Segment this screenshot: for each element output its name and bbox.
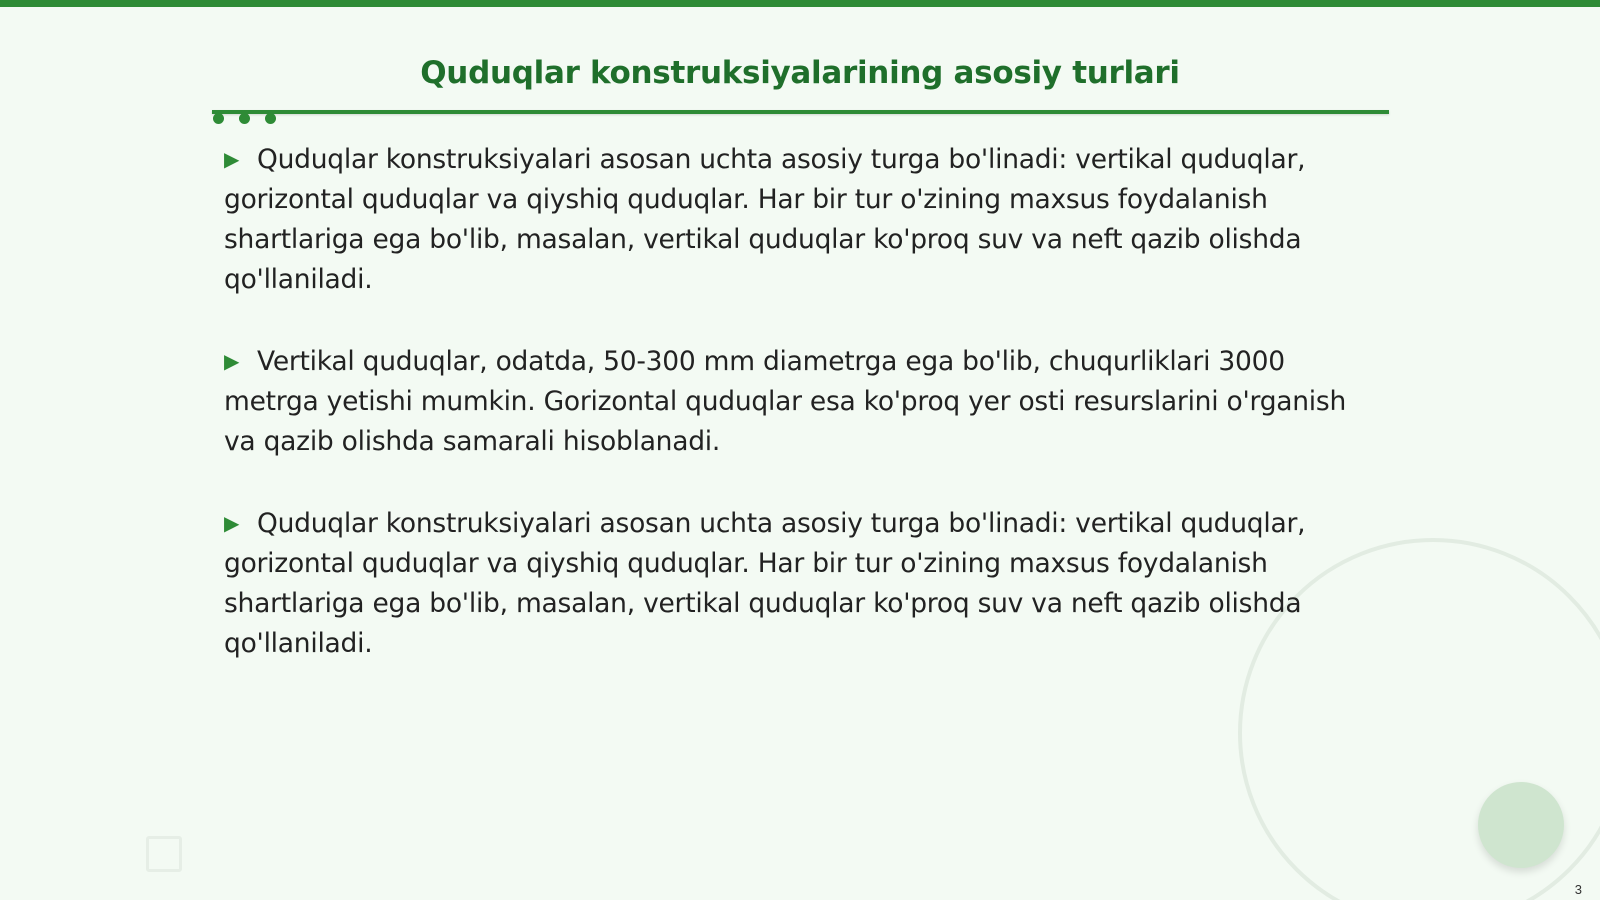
paragraph-text: Quduqlar konstruksiyalari asosan uchta asosiy turga bo'linadi: vertikal quduqlar, gorizontal quduqlar va qiyshiq quduqlar. Har bir tur o'zining maxsus foydalanish shartlariga ega bo'lib, masalan, vertikal quduqlar ko'proq suv va neft qazib olishda qo'llaniladi.: [224, 508, 1306, 659]
decorative-square: [146, 836, 182, 872]
triangle-bullet-icon: ▶: [224, 349, 240, 373]
top-accent-bar: [0, 0, 1600, 7]
bullet-paragraph: [224, 503, 1354, 664]
slide-title: Quduqlar konstruksiyalarining asosiy turlari: [420, 55, 1180, 91]
triangle-bullet-icon: ▶: [224, 147, 240, 171]
title-dot: [239, 113, 250, 124]
paragraph-text: Quduqlar konstruksiyalari asosan uchta asosiy turga bo'linadi: vertikal quduqlar, gorizontal quduqlar va qiyshiq quduqlar. Har bir tur o'zining maxsus foydalanish shartlariga ega bo'lib, masalan, vertikal quduqlar ko'proq suv va neft qazib olishda qo'llaniladi.: [224, 144, 1306, 295]
bullet-paragraph: [224, 341, 1354, 462]
paragraph-text: Vertikal quduqlar, odatda, 50-300 mm diametrga ega bo'lib, chuqurliklari 3000 metrga yetishi mumkin. Gorizontal quduqlar esa ko'proq yer osti resurslarini o'rganish va qazib olishda samarali hisoblanadi.: [224, 346, 1347, 457]
slide-body: [224, 139, 1354, 705]
title-dot: [265, 113, 276, 124]
title-underline: [212, 110, 1389, 114]
decorative-circle: [1478, 782, 1564, 868]
bullet-paragraph: [224, 139, 1354, 300]
triangle-bullet-icon: ▶: [224, 511, 240, 535]
title-dot: [213, 113, 224, 124]
page-number: 3: [1574, 882, 1582, 897]
